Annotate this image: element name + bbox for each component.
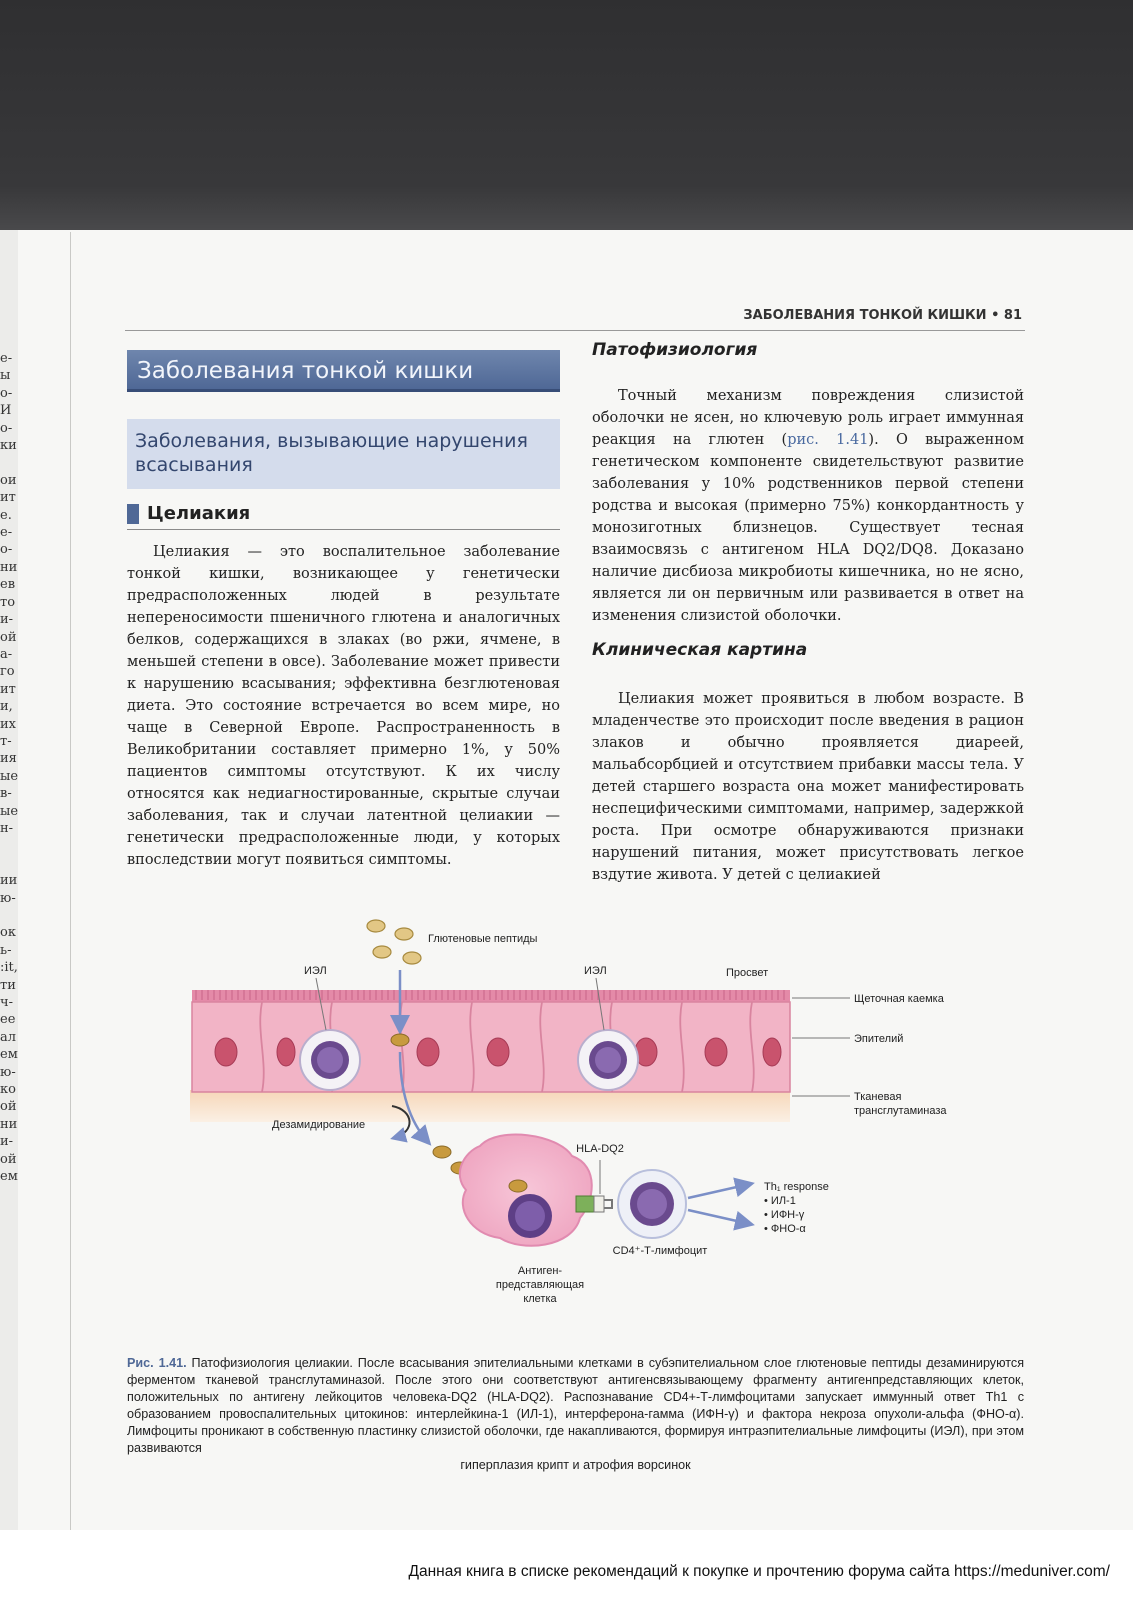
- subsection-title: Целиакия: [147, 503, 251, 524]
- pathophysiology-paragraph: [592, 385, 1024, 627]
- left-column: [127, 541, 560, 871]
- prev-page-line: ые: [0, 803, 19, 819]
- section-title: Заболевания, вызывающие нарушения всасывания: [127, 419, 560, 489]
- prev-page-line: их: [0, 716, 16, 732]
- label-th1: Th₁ response: [764, 1181, 829, 1193]
- iel-cell-right: [578, 1030, 638, 1090]
- label-tissue-tg-2: трансглутаминаза: [854, 1105, 947, 1117]
- label-tnf: • ФНО-α: [764, 1223, 806, 1235]
- footer-note: Данная книга в списке рекомендаций к покупке и прочтению форума сайта https://meduniver.com/: [408, 1563, 1110, 1580]
- prev-page-line: [0, 454, 22, 471]
- patho-text-1: Точный механизм повреждения слизистой оболочки не ясен, но ключевую роль играет иммунная реакция на глютен (: [592, 388, 1024, 448]
- label-apc-1: Антиген-: [517, 1265, 563, 1277]
- label-ifn: • ИФН-γ: [764, 1209, 805, 1221]
- prev-page-line: ой: [0, 1151, 17, 1167]
- cd4-t-lymphocyte: [618, 1170, 686, 1238]
- prev-page-line: ит: [0, 681, 16, 697]
- prev-page-line: и-: [0, 612, 14, 628]
- prev-page-line: ии: [0, 873, 18, 889]
- absorbed-peptide: [391, 1034, 409, 1046]
- apc-nucleus-inner: [515, 1201, 545, 1231]
- prev-page-line: ал: [0, 1029, 17, 1045]
- prev-page-line: и-: [0, 1134, 14, 1150]
- prev-page-line: е-: [0, 351, 13, 366]
- prev-page-line: ой: [0, 629, 17, 645]
- label-cd4: CD4⁺-Т-лимфоцит: [612, 1245, 708, 1257]
- label-hla-dq2: HLA-DQ2: [576, 1143, 624, 1155]
- prev-page-line: ой: [0, 1099, 17, 1115]
- running-head: ЗАБОЛЕВАНИЯ ТОНКОЙ КИШКИ • 81: [743, 308, 1022, 323]
- label-tissue-tg-1: Тканевая: [854, 1091, 902, 1103]
- prev-page-line: ч-: [0, 995, 13, 1011]
- prev-page-line: ю-: [0, 890, 16, 906]
- gluten-peptides: [367, 920, 421, 964]
- prev-page-line: в-: [0, 786, 12, 802]
- prev-page-line: т-: [0, 733, 12, 749]
- prev-page-line: и,: [0, 699, 13, 715]
- caption-text: Патофизиология целиакии. После всасывания эпителиальными клетками в субэпителиальном слое глютеновые пептиды дезаминируются ферментом тканевой трансглутаминазой. После этого они соответствуют антигенсвязывающему фрагменту антигенпредставляющих клеток, положительных по антигену лейкоцитов человека-DQ2 (HLA-DQ2). Распознавание CD4+-Т-лимфоцитами запускает иммунный ответ Th1 с образованием провоспалительных цитокинов: интерлейкина-1 (ИЛ-1), интерферона-гамма (ИФН-γ) и фактора некроза опухоли-альфа (ФНО-α). Лимфоциты проникают в собственную пластинку слизистой оболочки, где накапливаются, формируя интраэпителиальные лимфоциты (ИЭЛ), при этом развиваются: [127, 1356, 1025, 1455]
- label-brush-border: Щеточная каемка: [854, 993, 944, 1005]
- patho-text-2: ). О выраженном генетическом компоненте свидетельствуют развитие заболевания у 10% родственников первой степени родства и высокая (примерно 75%) конкордантность у монозиготных близнецов. Существует тесная взаимосвязь с антигеном HLA DQ2/DQ8. Доказано наличие дисбиоза микробиоты кишечника, но не ясно, является ли он первичным или развивается в ответ на изменения слизистой оболочки.: [592, 432, 1024, 624]
- prev-page-line: о-: [0, 542, 13, 558]
- prev-page-line: н-: [0, 820, 14, 836]
- prev-page-line: го: [0, 664, 15, 680]
- caption-last-line: гиперплазия крипт и атрофия ворсинок: [460, 1458, 691, 1472]
- label-iel-left: ИЭЛ: [304, 965, 327, 977]
- header-rule: [125, 330, 1025, 331]
- prev-page-line: [0, 837, 22, 854]
- hla-dq2-receptor: [576, 1196, 612, 1212]
- pathophysiology-heading: Патофизиология: [592, 340, 758, 360]
- iel-cell-left: [300, 1030, 360, 1090]
- prev-page-line: а-: [0, 646, 13, 662]
- label-apc-2: представляющая: [495, 1279, 585, 1291]
- label-apc-3: клетка: [523, 1293, 557, 1305]
- prev-page-line: ые: [0, 768, 19, 784]
- lamina-propria: [190, 1090, 790, 1122]
- prev-page-line: ем: [0, 1169, 18, 1185]
- th1-arrow-upper: [688, 1184, 750, 1198]
- prev-page-line: [0, 907, 22, 924]
- chapter-title: Заболевания тонкой кишки: [127, 350, 560, 392]
- prev-page-line: ь-: [0, 942, 12, 958]
- prev-page-line: о-: [0, 385, 13, 401]
- heading-marker: [127, 504, 139, 524]
- figure-celiac-pathophysiology: [180, 912, 1040, 1342]
- prev-page-line: ы: [0, 368, 11, 384]
- prev-page-line: ю-: [0, 1064, 16, 1080]
- figure-svg: [180, 912, 1040, 1342]
- figure-reference-link[interactable]: рис. 1.41: [787, 432, 869, 448]
- prev-page-line: ко: [0, 1082, 16, 1098]
- scan-shadow-top: [0, 0, 1133, 232]
- figure-caption: [127, 1355, 1024, 1474]
- subsection-heading: [127, 503, 560, 530]
- label-lumen: Просвет: [726, 967, 769, 979]
- apc-peptide: [509, 1180, 527, 1192]
- prev-page-line: е-: [0, 525, 13, 541]
- prev-page-line: то: [0, 594, 16, 610]
- prev-page-line: ок: [0, 925, 16, 941]
- label-iel-right: ИЭЛ: [584, 965, 607, 977]
- prev-page-line: :it,: [0, 960, 18, 976]
- prev-page-line: ти: [0, 977, 16, 993]
- prev-page-line: о-: [0, 420, 13, 436]
- page-gutter: [70, 232, 71, 1530]
- pathophysiology-column: [592, 385, 1024, 627]
- prev-page-line: ни: [0, 559, 18, 575]
- label-il1: • ИЛ-1: [764, 1195, 796, 1207]
- prev-page-line: е.: [0, 507, 12, 523]
- prev-page-line: ои: [0, 472, 17, 488]
- caption-label: Рис. 1.41.: [127, 1356, 187, 1370]
- prev-page-line: ки: [0, 438, 17, 454]
- th1-arrow-lower: [688, 1210, 750, 1224]
- prev-page-line: [0, 855, 22, 872]
- clinical-paragraph: Целиакия может проявиться в любом возрасте. В младенчестве это происходит после введения в рацион злаков и обычно проявляется диареей, мальабсорбцией и отсутствием прибавки массы тела. У детей старшего возраста она может манифестировать неспецифическими симптомами, например, задержкой роста. При осмотре обнаруживаются признаки нарушений питания, может присутствовать легкое вздутие живота. У детей с целиакией: [592, 691, 1024, 883]
- prev-page-line: ев: [0, 577, 16, 593]
- prev-page-line: ем: [0, 1047, 18, 1063]
- prev-page-line: ит: [0, 490, 16, 506]
- clinical-heading: Клиническая картина: [592, 640, 808, 660]
- prev-page-line: ия: [0, 751, 17, 767]
- previous-page-fragments: [0, 350, 22, 1186]
- prev-page-line: ни: [0, 1116, 18, 1132]
- label-epithelium: Эпителий: [854, 1033, 904, 1045]
- prev-page-line: И: [0, 403, 12, 419]
- clinical-column: [592, 688, 1024, 888]
- prev-page-line: ее: [0, 1012, 16, 1028]
- celiac-paragraph: Целиакия — это воспалительное заболевание тонкой кишки, возникающее у генетически предрасположенных людей в результате непереносимости пшеничного глютена и аналогичных белков, содержащихся в злаках (во ржи, ячмене, в меньшей степени в овсе). Заболевание может привести к нарушению всасывания; эффективна безглютеновая диета. Это состояние встречается во всем мире, но чаще в Северной Европе. Распространенность в Великобритании составляет примерно 1%, у 50% пациентов симптомы отсутствуют. К их числу относятся как недиагностированные, скрытые случаи заболевания, так и случаи латентной целиакии — генетически предрасположенные люди, у которых впоследствии могут появиться симптомы.: [127, 544, 560, 868]
- label-gluten-peptides: Глютеновые пептиды: [428, 933, 538, 945]
- label-deamidation: Дезамидирование: [272, 1119, 366, 1131]
